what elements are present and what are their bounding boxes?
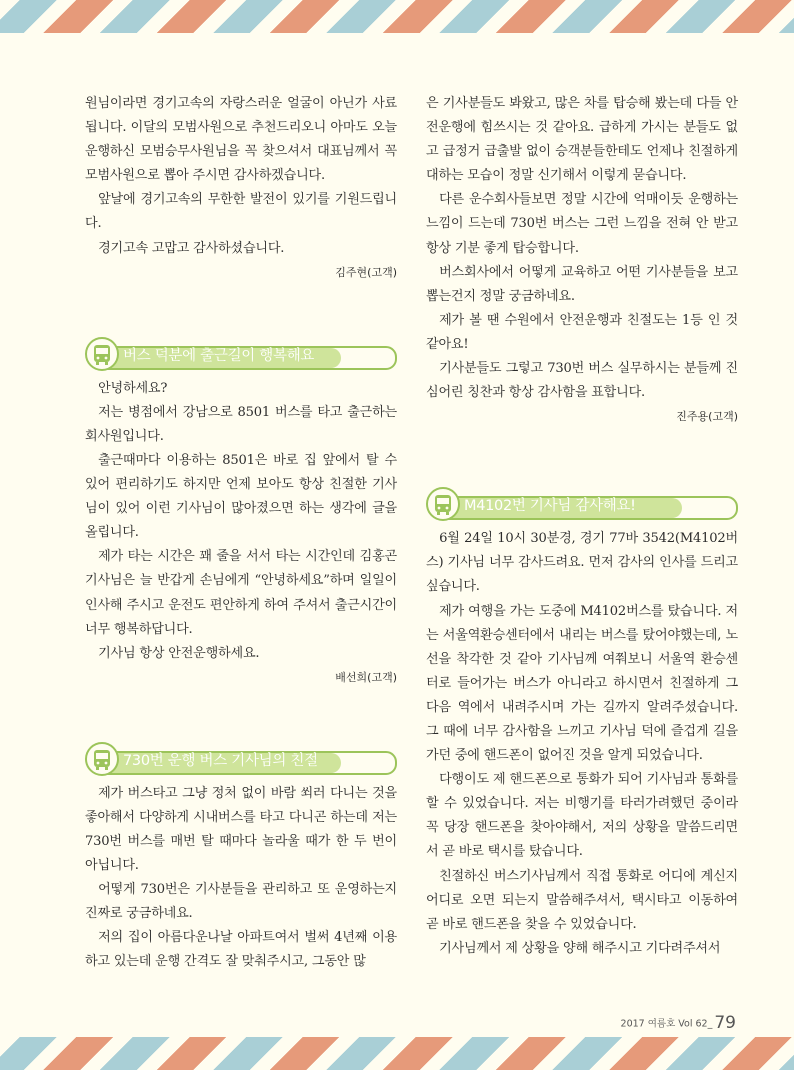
intro-paragraph-3: 경기고속 고맙고 감사하셨습니다. — [98, 240, 285, 256]
article2-paragraph-1: 안녕하세요? — [98, 380, 168, 396]
article3-paragraph-3: 저의 집이 아름다운나날 아파트여서 벌써 4년째 이용하고 있는데 운행 간격도 잘 맞춰주시고, 그동안 많 — [85, 930, 397, 970]
article4-paragraph-2: 제가 여행을 가는 도중에 M4102버스를 탔습니다. 저는 서울역환승센터에서 내리는 버스를 탔어야했는데, 노선을 착각한 것 같아 기사님께 여쭤보니 서울역 환승센터로 들어가는 버스가 아니라고 하시면서 친절하게 그 다음 역에서 내려주시며 가는 길까지 알려주셨습니다. 그 때에 너무 감사함을 느끼고 기사님 덕에 즐겁게 길을 가던 중에 핸드폰이 없어진 것을 알게 되었습니다. — [426, 603, 738, 764]
page-folio — [621, 1012, 736, 1033]
page-number: 79 — [714, 1012, 736, 1033]
article3-paragraph-2: 어떻게 730번은 기사분들을 관리하고 또 운영하는지 진짜로 궁금하네요. — [85, 882, 397, 922]
article3-cont-paragraph-1: 은 기사분들도 봐왔고, 많은 차를 탑승해 봤는데 다들 안전운행에 힘쓰시는 것 같아요. 급하게 가시는 분들도 없고 급정거 급출발 없이 승객분들한테도 언제나 친절하게 대하는 모습이 정말 신기해서 이렇게 묻습니다. — [426, 96, 738, 184]
article-heading-commute — [85, 337, 397, 373]
issue-label: 2017 여름호 Vol 62_ — [620, 1018, 713, 1030]
article2-signature: 배선희(고객) — [335, 670, 397, 684]
article2-paragraph-2: 저는 병점에서 강남으로 8501 버스를 타고 출근하는 회사원입니다. — [85, 404, 397, 444]
bus-icon — [426, 487, 460, 521]
article3-cont-paragraph-2: 다른 운수회사들보면 정말 시간에 억매이듯 운행하는 느낌이 드는데 730번 버스는 그런 느낌을 전혀 안 받고 항상 기분 좋게 탑승합니다. — [426, 192, 738, 256]
article4-paragraph-5: 기사님께서 제 상황을 양해 해주시고 기다려주셔서 — [439, 940, 721, 956]
article3-cont-paragraph-4: 제가 볼 땐 수원에서 안전운행과 친절도는 1등 인 것 같아요! — [426, 312, 738, 352]
top-airmail-border — [0, 0, 794, 33]
article-title-m4102: M4102번 기사님 감사해요! — [464, 498, 636, 515]
article3-paragraph-1: 제가 버스타고 그냥 정처 없이 바람 쐬러 다니는 것을 좋아해서 다양하게 시내버스를 타고 다니곤 하는데 저는 730번 버스를 매번 탈 때마다 놀라울 때가 한 두 번이 아닙니다. — [85, 785, 397, 874]
article4-paragraph-4: 친절하신 버스기사님께서 직접 통화로 어디에 계신지 어디로 오면 되는지 말씀해주셔서, 택시타고 이동하여 곧 바로 핸드폰을 찾을 수 있었습니다. — [426, 868, 738, 932]
intro-signature: 김주현(고객) — [335, 265, 397, 279]
intro-paragraph-1: 원님이라면 경기고속의 자랑스러운 얼굴이 아닌가 사료됩니다. 이달의 모범사원으로 추천드리오니 아마도 오늘 운행하신 모범승무사원님을 꼭 찾으셔서 대표님께서 꼭 모범사원으로 뽑아 주시면 감사하겠습니다. — [85, 96, 397, 184]
article2-paragraph-5: 기사님 항상 안전운행하세요. — [98, 645, 260, 661]
bus-icon — [85, 337, 119, 371]
right-column — [426, 92, 738, 961]
article2-paragraph-4: 제가 타는 시간은 꽤 줄을 서서 타는 시간인데 김홍곤 기사님은 늘 반갑게 손님에게 “안녕하세요”하며 일일이 인사해 주시고 운전도 편안하게 하여 주셔서 출근시간이 너무 행복하답니다. — [85, 549, 397, 637]
bottom-airmail-border — [0, 1037, 794, 1070]
article3-signature: 진주용(고객) — [676, 410, 738, 424]
article-heading-m4102 — [426, 487, 738, 523]
article3-cont-paragraph-3: 버스회사에서 어떻게 교육하고 어떤 기사분들을 보고 뽑는건지 정말 궁금하네요. — [426, 264, 738, 304]
article4-paragraph-1: 6월 24일 10시 30분경, 경기 77바 3542(M4102버스) 기사님 너무 감사드려요. 먼저 감사의 인사를 드리고 싶습니다. — [426, 531, 738, 595]
intro-paragraph-2: 앞날에 경기고속의 무한한 발전이 있기를 기원드립니다. — [85, 192, 397, 232]
article-heading-730 — [85, 742, 397, 778]
left-column — [85, 92, 397, 975]
article-title-commute: 버스 덕분에 출근길이 행복해요 — [123, 347, 315, 364]
article2-paragraph-3: 출근때마다 이용하는 8501은 바로 집 앞에서 탈 수 있어 편리하기도 하지만 언제 보아도 항상 친절한 기사님이 있어 이런 기사님이 많아졌으면 하는 생각에 글을 올립니다. — [85, 452, 397, 541]
article-title-730: 730번 운행 버스 기사님의 친절 — [123, 752, 318, 769]
article4-paragraph-3: 다행이도 제 핸드폰으로 통화가 되어 기사님과 통화를 할 수 있었습니다. 저는 비행기를 타러가려했던 중이라 꼭 당장 핸드폰을 찾아야해서, 저의 상황을 말씀드리면서 곧 바로 택시를 탔습니다. — [426, 772, 738, 860]
article3-cont-paragraph-5: 기사분들도 그렇고 730번 버스 실무하시는 분들께 진심어린 칭찬과 항상 감사함을 표합니다. — [426, 361, 738, 401]
bus-icon — [85, 742, 119, 776]
